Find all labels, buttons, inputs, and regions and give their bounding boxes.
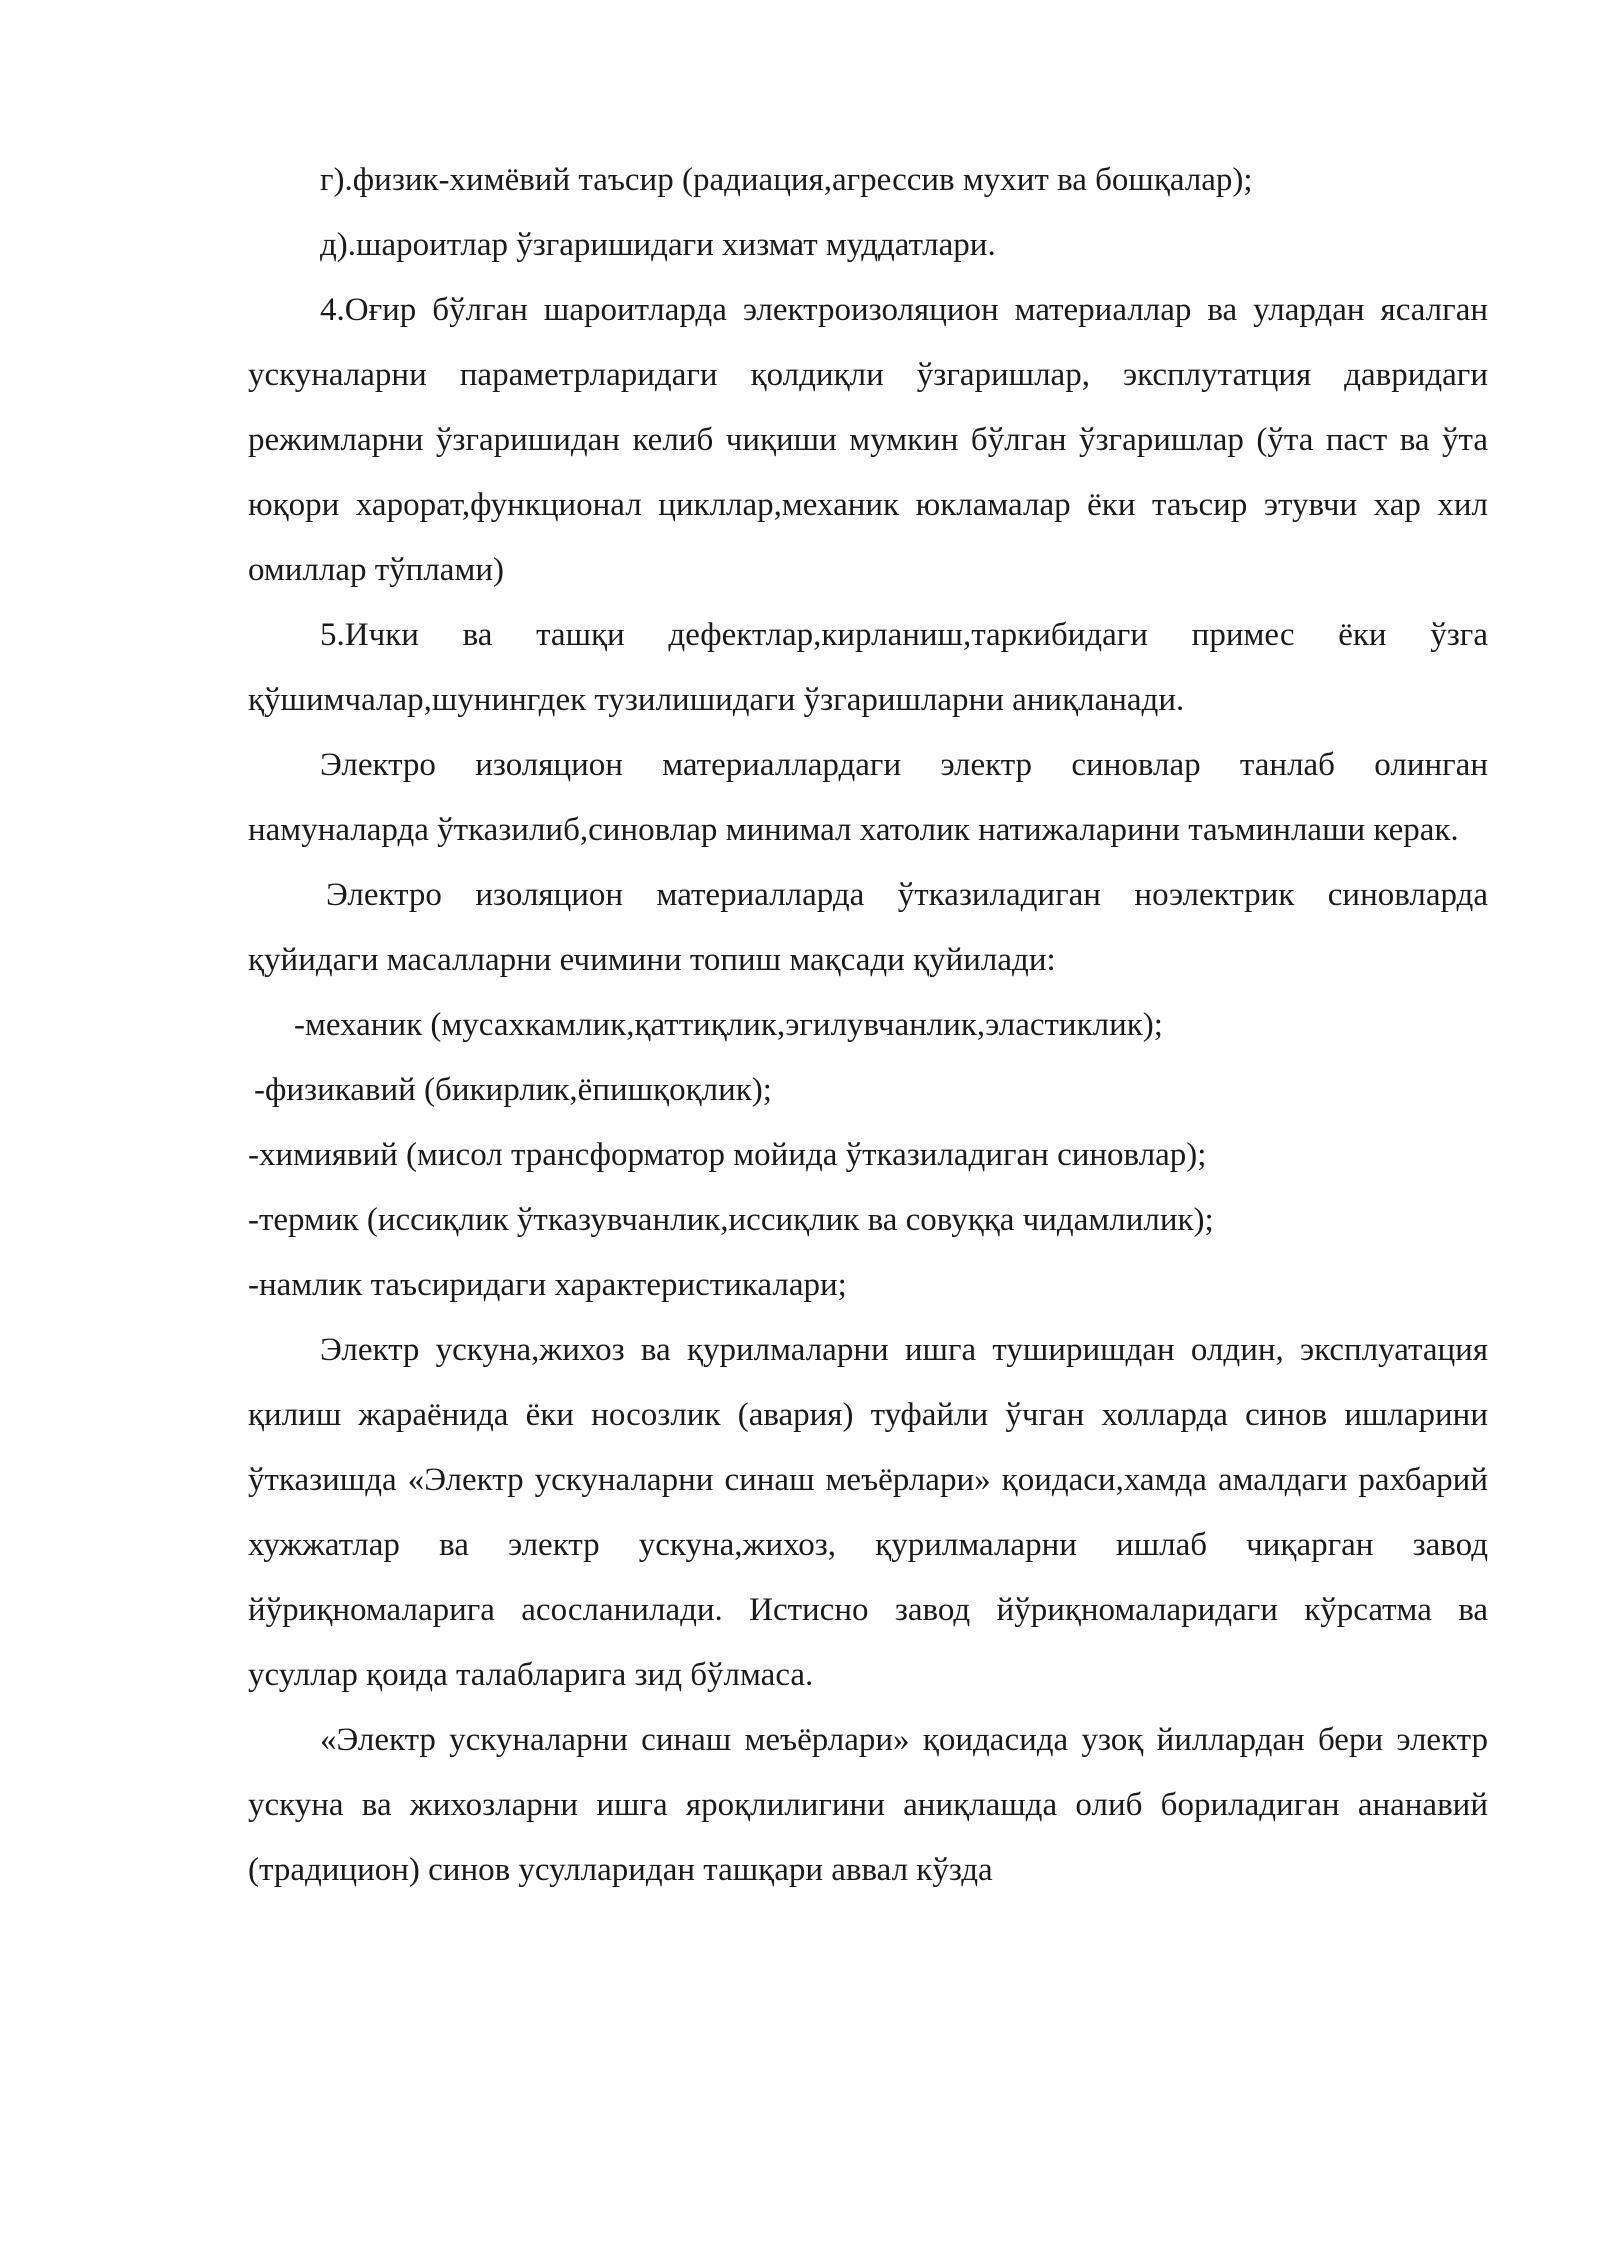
paragraph-point-4: 4.Оғир бўлган шароитларда электроизоляцион материаллар ва улардан ясалган ускуналарни параметрларидаги қолдиқли ўзгаришлар, эксплутатция давридаги режимларни ўзгаришидан келиб чиқиши мумкин бўлган ўзгаришлар (ўта паст ва ўта юқори харорат,функционал цикллар,механик юкламалар ёки таъсир этувчи хар хил омиллар тўплами) [248, 292, 1488, 588]
paragraph-point-5: 5.Ички ва ташқи дефектлар,кирланиш,таркибидаги примес ёки ўзга қўшимчалар,шунингдек тузилишидаги ўзгаришларни аниқланади. [248, 617, 1488, 718]
paragraph-testing-rules: Электр ускуна,жихоз ва қурилмаларни ишга туширишдан олдин, эксплуатация қилиш жараёнида ёки носозлик (авария) туфайли ўчган холларда синов ишларини ўтказишда «Электр ускуналарни синаш меъёрлари» қоидаси,хамда амалдаги рахбарий хужжатлар ва электр ускуна,жихоз, қурилмаларни ишлаб чиқарган завод йўриқномаларига асосланилади. Истисно завод йўриқномаларидаги кўрсатма ва усуллар қоида талабларига зид бўлмаса. [248, 1332, 1488, 1693]
paragraph-item-d: д).шароитлар ўзгаришидаги хизмат муддатлари. [320, 227, 996, 263]
paragraph-nonelectric-tests: Электро изоляцион материалларда ўтказиладиган ноэлектрик синовларда қуйидаги масалларни ечимини топиш мақсади қуйилади: [248, 877, 1488, 978]
list-item-chemical: -химиявий (мисол трансформатор мойида ўтказиладиган синовлар); [248, 1137, 1207, 1173]
list-item-mechanical: -механик (мусахкамлик,қаттиқлик,эгилувчанлик,эластиклик); [294, 1007, 1163, 1043]
list-item-thermal: -термик (иссиқлик ўтказувчанлик,иссиқлик ва совуққа чидамлилик); [248, 1202, 1214, 1238]
list-item-physical: -физикавий (бикирлик,ёпишқоқлик); [254, 1072, 772, 1108]
list-item-humidity: -намлик таъсиридаги характеристикалари; [248, 1267, 847, 1303]
paragraph-norms: «Электр ускуналарни синаш меъёрлари» қоидасида узоқ йиллардан бери электр ускуна ва жихозларни ишга яроқлилигини аниқлашда олиб бориладиган ананавий (традицион) синов усулларидан ташқари аввал кўзда [248, 1722, 1488, 1888]
paragraph-item-g: г).физик-химёвий таъсир (радиация,агрессив мухит ва бошқалар); [320, 162, 1253, 198]
paragraph-electric-tests: Электро изоляцион материаллардаги электр синовлар танлаб олинган намуналарда ўтказилиб,синовлар минимал хатолик натижаларини таъминлаши керак. [248, 747, 1488, 848]
document-body [248, 148, 1488, 1903]
